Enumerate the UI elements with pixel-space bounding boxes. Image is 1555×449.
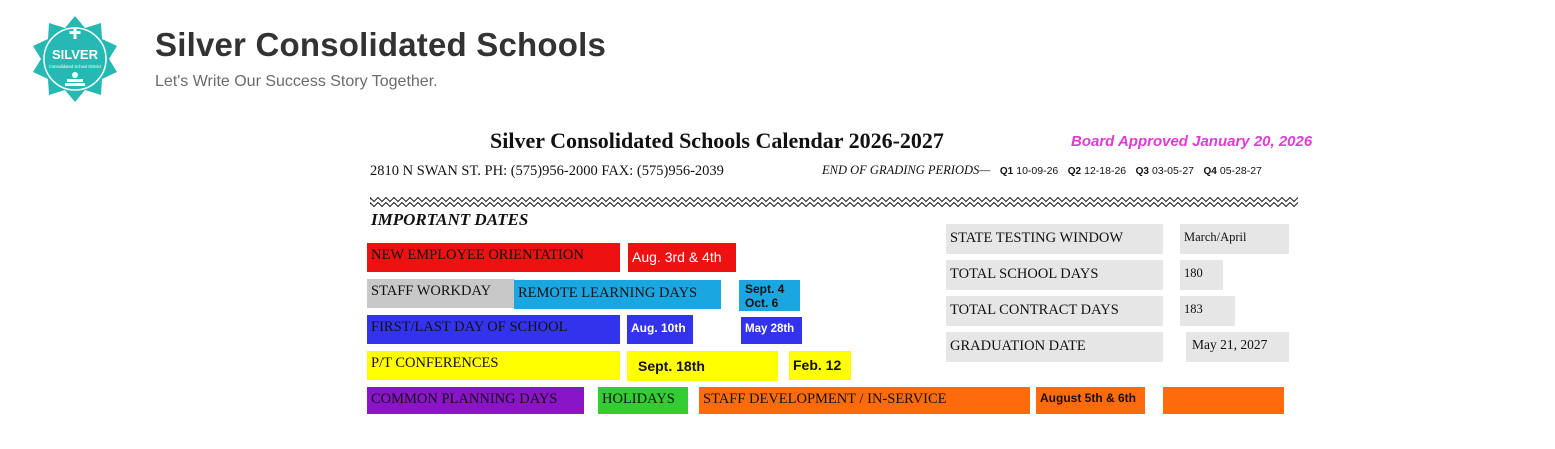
legend-common-planning-days: COMMON PLANNING DAYS — [367, 387, 584, 414]
legend-blank-orange-swatch — [1163, 387, 1284, 414]
grading-q1-label: Q1 — [999, 166, 1014, 177]
legend-pt-conferences: P/T CONFERENCES — [367, 351, 620, 380]
site-tagline: Let's Write Our Success Story Together. — [155, 73, 438, 90]
staff-development-date: August 5th & 6th — [1036, 387, 1145, 414]
grading-q4-label: Q4 — [1203, 166, 1217, 177]
stat-total-contract-days-label: TOTAL CONTRACT DAYS — [946, 296, 1163, 326]
site-title[interactable]: Silver Consolidated Schools — [155, 26, 606, 63]
stat-total-school-days-label: TOTAL SCHOOL DAYS — [946, 260, 1163, 290]
legend-staff-workday: STAFF WORKDAY — [367, 279, 515, 308]
legend-staff-development: STAFF DEVELOPMENT / IN-SERVICE — [699, 387, 1030, 414]
remote-learning-date-1: Sept. 4 — [745, 282, 785, 296]
stat-graduation-date-value: May 21, 2027 — [1186, 332, 1289, 362]
remote-learning-date-2: Oct. 6 — [745, 296, 779, 310]
school-district-logo[interactable] — [30, 14, 120, 104]
grading-periods — [822, 163, 1262, 178]
grading-q3-label: Q3 — [1135, 166, 1149, 177]
pt-conferences-date-1: Sept. 18th — [627, 351, 778, 381]
grading-q2-date: 12-18-26 — [1084, 165, 1127, 177]
legend-new-employee-orientation: NEW EMPLOYEE ORIENTATION — [367, 243, 620, 272]
zigzag-divider — [370, 196, 1298, 208]
grading-q3-date: 03-05-27 — [1151, 165, 1195, 177]
district-address: 2810 N SWAN ST. PH: (575)956-2000 FAX: (575)956-2039 — [370, 163, 724, 179]
last-day-of-school-date: May 28th — [741, 317, 802, 344]
legend-remote-learning-days: REMOTE LEARNING DAYS — [514, 280, 721, 309]
grading-q4-date: 05-28-27 — [1219, 165, 1262, 177]
legend-first-last-day-of-school: FIRST/LAST DAY OF SCHOOL — [367, 315, 620, 344]
logo-text: SILVER — [52, 47, 98, 62]
stat-state-testing-window-value: March/April — [1180, 224, 1289, 254]
calendar-title: Silver Consolidated Schools Calendar 2026-2027 — [490, 128, 944, 153]
first-day-of-school-date: Aug. 10th — [627, 315, 693, 344]
important-dates-heading: IMPORTANT DATES — [371, 210, 529, 229]
pt-conferences-date-2: Feb. 12 — [789, 351, 851, 380]
new-employee-orientation-date: Aug. 3rd & 4th — [628, 243, 736, 272]
calendar-image — [365, 122, 1313, 422]
board-approved-note: Board Approved January 20, 2026 — [1071, 133, 1313, 150]
stat-graduation-date-label: GRADUATION DATE — [946, 332, 1163, 362]
legend-holidays: HOLIDAYS — [598, 387, 688, 414]
remote-learning-dates — [739, 280, 800, 311]
stat-state-testing-window-label: STATE TESTING WINDOW — [946, 224, 1163, 254]
grading-q1-date: 10-09-26 — [1016, 165, 1059, 177]
logo-subtext: Consolidated School District — [48, 64, 102, 69]
stat-total-school-days-value: 180 — [1180, 260, 1223, 290]
grading-periods-label: END OF GRADING PERIODS— — [822, 163, 991, 177]
grading-q2-label: Q2 — [1067, 166, 1082, 177]
stat-total-contract-days-value: 183 — [1180, 296, 1235, 326]
